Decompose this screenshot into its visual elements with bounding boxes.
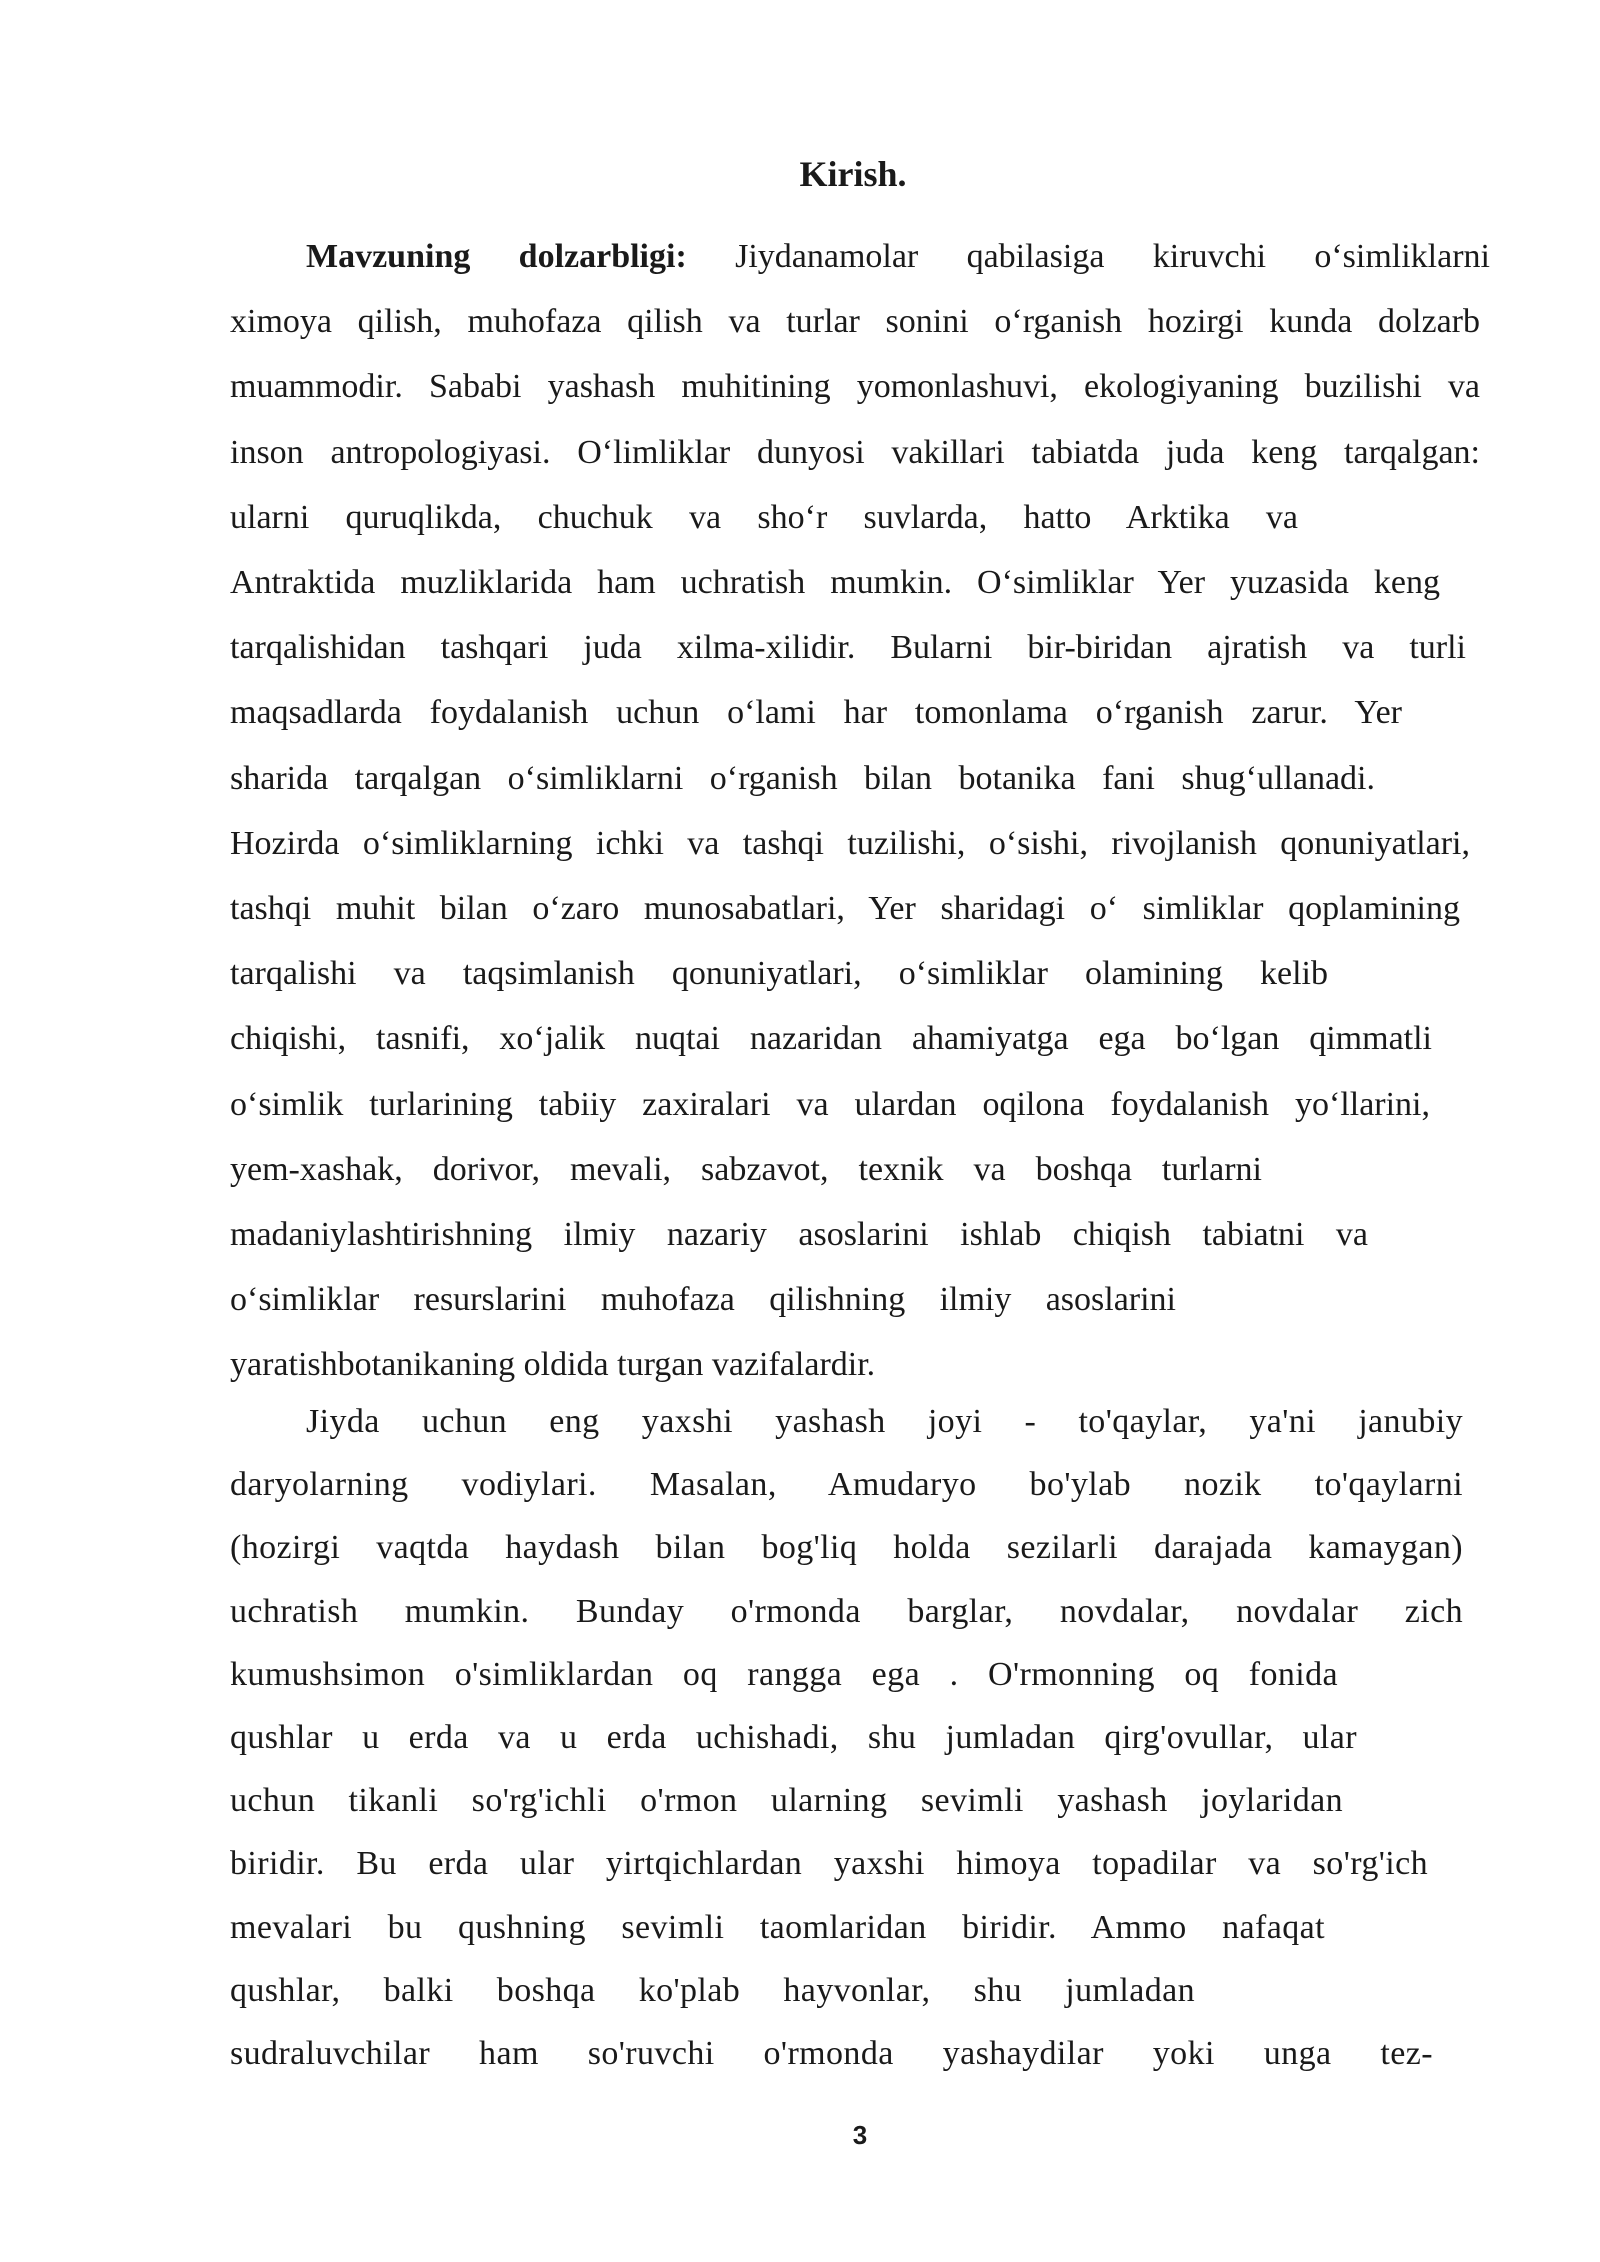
section-title: Kirish. [799, 154, 907, 194]
text-line: qushlar, balki boshqa ko'plab hayvonlar, shu jumladan [230, 1971, 1195, 2009]
text-line: qushlar u erda va u erda uchishadi, shu jumladan qirg'ovullar, ular [230, 1719, 1357, 1757]
lead-label: Mavzuning dolzarbligi: [306, 238, 687, 275]
text-line: chiqishi, tasnifi, xo‘jalik nuqtai nazaridan ahamiyatga ega bo‘lgan qimmatli [230, 1020, 1432, 1058]
text-line: maqsadlarda foydalanish uchun o‘lami har tomonlama o‘rganish zarur. Yer [230, 694, 1402, 732]
text-line: uchratish mumkin. Bunday o'rmonda barglar, novdalar, novdalar zich [230, 1592, 1463, 1630]
page-number: 3 [852, 2120, 868, 2150]
paragraph-relevance [230, 224, 1490, 1398]
text-line: yaratishbotanikaning oldida turgan vazifalardir. [230, 1346, 876, 1384]
paragraph-habitat [230, 1390, 1490, 2085]
text-line: muammodir. Sababi yashash muhitining yomonlashuvi, ekologiyaning buzilishi va [230, 368, 1480, 406]
first-line-text: Jiydanamolar qabilasiga kiruvchi o‘simliklarni [735, 238, 1490, 275]
text-line: ularni quruqlikda, chuchuk va sho‘r suvlarda, hatto Arktika va [230, 498, 1298, 536]
text-line: uchun tikanli so'rg'ichli o'rmon ularning sevimli yashash joylaridan [230, 1782, 1343, 1820]
text-line: yem-xashak, dorivor, mevali, sabzavot, texnik va boshqa turlarni [230, 1150, 1262, 1188]
text-line: Hozirda o‘simliklarning ichki va tashqi tuzilishi, o‘sishi, rivojlanish qonuniyatlari, [230, 824, 1470, 862]
text-line: tashqi muhit bilan o‘zaro munosabatlari, Yer sharidagi o‘ simliklar qoplamining [230, 890, 1460, 928]
text-line: tarqalishidan tashqari juda xilma-xilidir. Bularni bir-biridan ajratish va turli [230, 629, 1466, 667]
text-line: tarqalishi va taqsimlanish qonuniyatlari, o‘simliklar olamining kelib [230, 955, 1328, 993]
text-line: o‘simlik turlarining tabiiy zaxiralari va ulardan oqilona foydalanish yo‘llarini, [230, 1085, 1430, 1123]
text-line: Antraktida muzliklarida ham uchratish mumkin. O‘simliklar Yer yuzasida keng [230, 564, 1440, 602]
text-line: Jiyda uchun eng yaxshi yashash joyi - to'qaylar, ya'ni janubiy [306, 1403, 1463, 1440]
text-line: mevalari bu qushning sevimli taomlaridan biridir. Ammo nafaqat [230, 1908, 1325, 1946]
text-line: biridir. Bu erda ular yirtqichlardan yaxshi himoya topadilar va so'rg'ich [230, 1845, 1428, 1883]
text-line: inson antropologiyasi. O‘limliklar dunyosi vakillari tabiatda juda keng tarqalgan: [230, 433, 1480, 471]
text-line: madaniylashtirishning ilmiy nazariy asoslarini ishlab chiqish tabiatni va [230, 1216, 1368, 1254]
text-line: daryolarning vodiylari. Masalan, Amudaryo bo'ylab nozik to'qaylarni [230, 1466, 1463, 1504]
text-line: sharida tarqalgan o‘simliklarni o‘rganish bilan botanika fani shug‘ullanadi. [230, 759, 1375, 797]
text-line: o‘simliklar resurslarini muhofaza qilishning ilmiy asoslarini [230, 1281, 1176, 1319]
text-line: sudraluvchilar ham so'ruvchi o'rmonda yashaydilar yoki unga tez- [230, 2035, 1433, 2073]
paragraph-first-line [230, 224, 1490, 289]
text-line: (hozirgi vaqtda haydash bilan bog'liq holda sezilarli darajada kamaygan) [230, 1529, 1463, 1567]
text-line: kumushsimon o'simliklardan oq rangga ega . O'rmonning oq fonida [230, 1655, 1338, 1693]
text-line: ximoya qilish, muhofaza qilish va turlar sonini o‘rganish hozirgi kunda dolzarb [230, 303, 1480, 341]
